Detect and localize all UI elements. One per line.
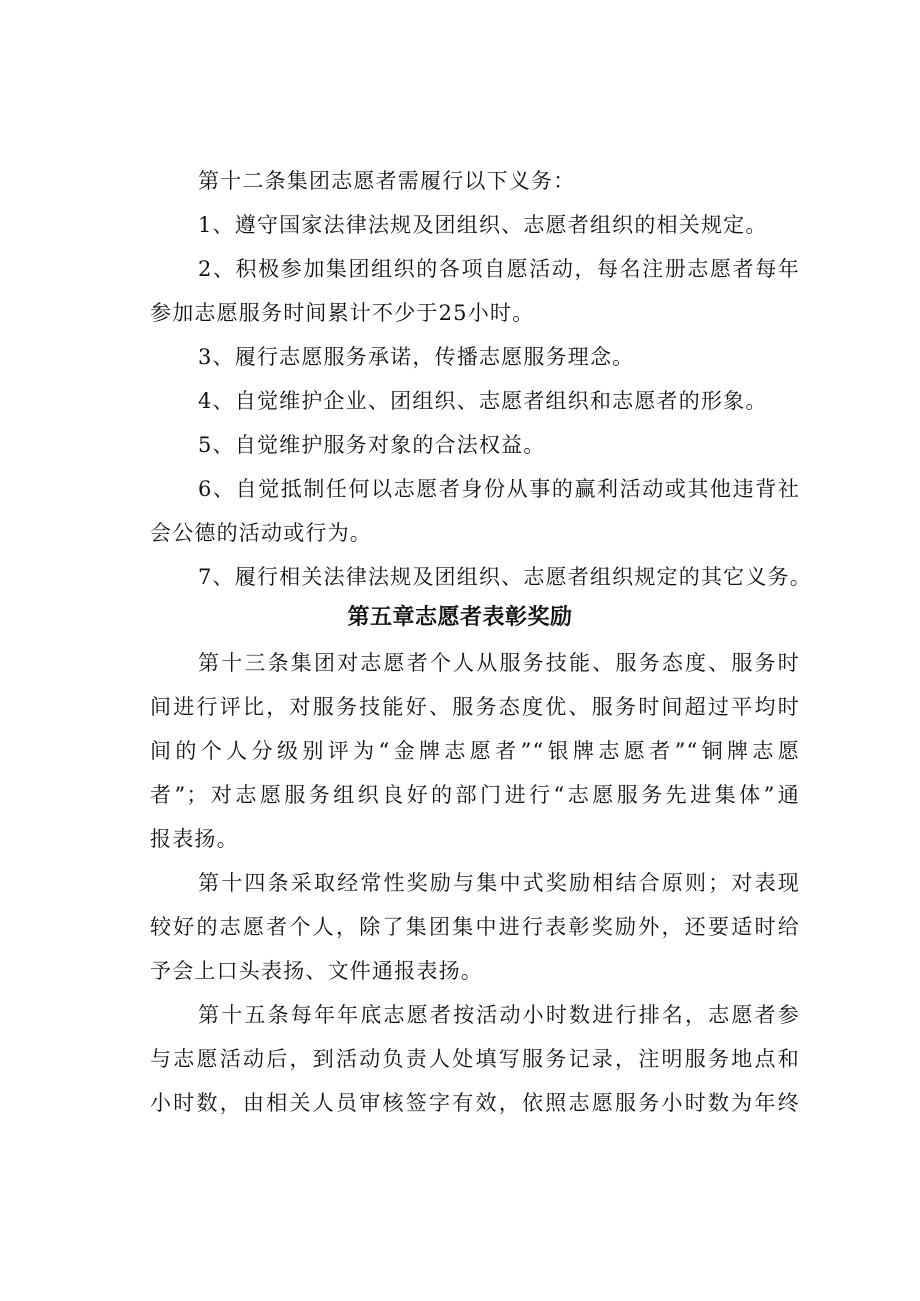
article-14-line-3: 予会上口头表扬、文件通报表扬。 — [150, 959, 483, 983]
article-13-line-1: 第十三条集团对志愿者个人从服务技能、服务态度、服务时 — [198, 651, 800, 675]
obligation-3-line: 3、履行志愿服务承诺，传播志愿服务理念。 — [198, 345, 635, 369]
obligation-2-line-2: 参加志愿服务时间累计不少于25小时。 — [150, 301, 535, 325]
obligation-7-line: 7、履行相关法律法规及团组织、志愿者组织规定的其它义务。 — [198, 565, 812, 589]
article-14-line-1: 第十四条采取经常性奖励与集中式奖励相结合原则；对表现 — [198, 871, 800, 895]
article-14-line-2: 较好的志愿者个人，除了集团集中进行表彰奖励外，还要适时给 — [150, 915, 800, 939]
article-13-line-5: 报表扬。 — [150, 827, 239, 851]
obligation-5-line: 5、自觉维护服务对象的合法权益。 — [198, 433, 546, 457]
article-15-line-3: 小时数，由相关人员审核签字有效，依照志愿服务小时数为年终 — [150, 1091, 800, 1115]
article-13-line-2: 间进行评比，对服务技能好、服务态度优、服务时间超过平均时 — [150, 695, 800, 719]
obligation-1-line: 1、遵守国家法律法规及团组织、志愿者组织的相关规定。 — [198, 213, 768, 237]
obligation-6-line-2: 会公德的活动或行为。 — [150, 521, 372, 545]
article-15-line-1: 第十五条每年年底志愿者按活动小时数进行排名，志愿者参 — [198, 1003, 800, 1027]
article-13-line-4: 者”；对志愿服务组织良好的部门进行“志愿服务先进集体”通 — [150, 783, 800, 807]
obligation-6-line-1: 6、自觉抵制任何以志愿者身份从事的赢利活动或其他违背社 — [198, 477, 800, 501]
article-12-heading-line: 第十二条集团志愿者需履行以下义务： — [198, 169, 576, 193]
article-15-line-2: 与志愿活动后，到活动负责人处填写服务记录，注明服务地点和 — [150, 1047, 800, 1071]
chapter-5-title: 第五章志愿者表彰奖励 — [347, 605, 573, 630]
obligation-4-line: 4、自觉维护企业、团组织、志愿者组织和志愿者的形象。 — [198, 389, 768, 413]
article-13-line-3: 间的个人分级别评为“金牌志愿者”“银牌志愿者”“铜牌志愿 — [150, 739, 800, 763]
obligation-2-line-1: 2、积极参加集团组织的各项自愿活动，每名注册志愿者每年 — [198, 257, 800, 281]
